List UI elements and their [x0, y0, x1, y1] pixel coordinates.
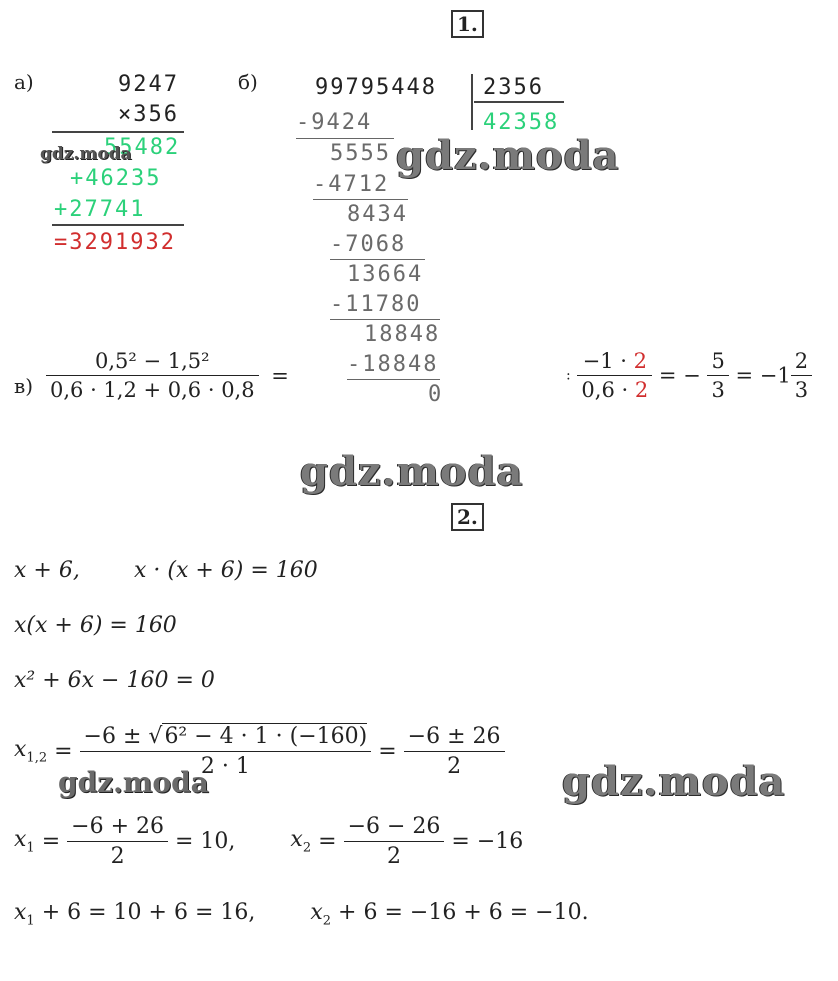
divisor: 2356 — [483, 75, 544, 100]
section-1-label: 1. — [451, 10, 484, 38]
operand-2: ×356 — [118, 102, 179, 127]
equation-line-1b: x · (x + 6) = 160 — [134, 558, 318, 583]
part-a-letter: а) — [14, 70, 34, 94]
operand-1: 9247 — [118, 72, 179, 97]
quotient: 42358 — [483, 110, 560, 135]
quadratic-formula-fraction: $\frac{\text{−6 ± √6² − 4 · 1 · (−160)}}{2 \cdot 1}$ — [80, 724, 372, 779]
multiplication-rule-2 — [52, 224, 184, 226]
division-step-3: -4712 — [313, 172, 390, 197]
fraction-c-mid — [577, 349, 652, 402]
division-step-5: -7068 — [330, 232, 407, 257]
fraction-two-thirds: $\frac{2}{3}$ — [791, 349, 812, 402]
radicand: 6² − 4 · 1 · (−160) — [164, 724, 368, 749]
part-b-letter: б) — [238, 70, 258, 94]
equation-line-5: $x_1$ = $\frac{-6 + 26}{2}$ = 10, $x_2$ = $\frac{-6 - 26}{2}$ = −16 — [14, 814, 524, 869]
division-colon: : — [566, 367, 571, 384]
watermark-formula: gdz.moda — [58, 766, 209, 799]
fraction-c-left-denominator: 0,6 · 1,2 + 0,6 · 0,8 — [50, 378, 255, 402]
equation-line-6: $x_1 + 6 = 10 + 6 = 16$, $x_2 + 6 = -16 + 6 = -10$. — [14, 900, 589, 929]
equation-line-1a: x + 6, — [14, 558, 80, 583]
equation-line-2: x(x + 6) = 160 — [14, 613, 177, 638]
part-c-left-expression — [46, 349, 289, 402]
fraction-c-left — [46, 349, 259, 402]
division-rule-2 — [313, 199, 408, 200]
partial-product-3: +27741 — [54, 197, 146, 222]
fraction-c-mid-denominator: 0,6 · 2 — [581, 378, 649, 402]
division-step-7: -11780 — [330, 292, 422, 317]
division-step-1: -9424 — [296, 110, 373, 135]
equation-line-4: $x_{1,2}$ = $\frac{\text{−6 ± √6² − 4 · 1 · (−160)}}{2 \cdot 1}$ = $\frac{-6 \pm 26}{2}$ — [14, 724, 505, 779]
section-2-label: 2. — [451, 503, 484, 531]
equation-line-3: x² + 6x − 160 = 0 — [14, 668, 215, 693]
division-step-6: 13664 — [347, 262, 424, 287]
equals-mixed: = −1 — [735, 363, 791, 388]
division-step-8: 18848 — [364, 322, 441, 347]
fraction-c-left-numerator: 0,5² − 1,5² — [46, 349, 259, 376]
equals-sign: = — [271, 363, 289, 388]
fraction-five-thirds: $\frac{5}{3}$ — [707, 349, 728, 402]
watermark-center: gdz.moda — [300, 448, 524, 495]
division-rule-5 — [347, 379, 440, 380]
watermark-top: gdz.moda — [396, 132, 620, 179]
fraction-c-mid-numerator: −1 · 2 — [577, 349, 652, 376]
watermark-right: gdz.moda — [562, 758, 786, 805]
sqrt-icon: √ — [148, 724, 163, 749]
partial-product-1: 55482 — [104, 135, 181, 160]
division-rule-3 — [330, 259, 425, 260]
division-step-9: -18848 — [347, 352, 439, 377]
multiplication-result: =3291932 — [54, 230, 176, 255]
division-step-10: 0 — [428, 382, 444, 407]
division-bar-vertical — [471, 74, 473, 130]
division-bar-horizontal — [474, 101, 564, 103]
part-c-right-expression — [566, 349, 812, 402]
division-step-2: 5555 — [330, 141, 391, 166]
dividend: 99795448 — [315, 75, 437, 100]
partial-product-2: +46235 — [70, 166, 162, 191]
multiplication-rule-1 — [52, 131, 184, 133]
watermark-small: gdz.moda — [40, 144, 132, 164]
division-rule-1 — [296, 138, 394, 139]
part-c-letter: в) — [14, 374, 34, 398]
equals-minus: = − — [658, 363, 701, 388]
division-step-4: 8434 — [347, 202, 408, 227]
division-rule-4 — [330, 319, 440, 320]
